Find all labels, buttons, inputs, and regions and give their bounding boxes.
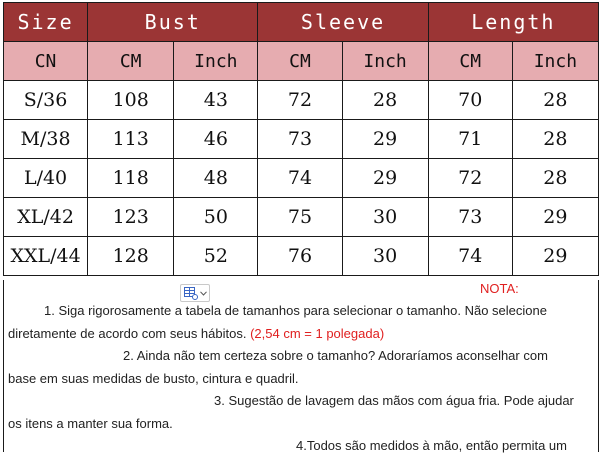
table-cell: 28 bbox=[342, 81, 428, 120]
note-paragraph-3 bbox=[8, 390, 592, 435]
table-cell: 29 bbox=[342, 159, 428, 198]
size-cell: L/40 bbox=[4, 159, 88, 198]
table-cell: 52 bbox=[174, 237, 258, 276]
note-text: diretamente de acordo com seus hábitos. bbox=[8, 325, 247, 341]
unit-header: CM bbox=[428, 42, 512, 81]
table-cell: 71 bbox=[428, 120, 512, 159]
table-row bbox=[4, 81, 599, 120]
table-cell: 28 bbox=[512, 81, 598, 120]
table-cell: 118 bbox=[88, 159, 174, 198]
size-cell: XL/42 bbox=[4, 198, 88, 237]
size-cell: XXL/44 bbox=[4, 237, 88, 276]
conversion-note: (2,54 cm = 1 polegada) bbox=[250, 325, 385, 341]
table-row bbox=[4, 159, 599, 198]
table-cell: 70 bbox=[428, 81, 512, 120]
bust-group-header: Bust bbox=[88, 3, 258, 42]
table-cell: 73 bbox=[428, 198, 512, 237]
unit-header: CM bbox=[88, 42, 174, 81]
note-paragraph-1 bbox=[8, 300, 592, 345]
unit-header: Inch bbox=[342, 42, 428, 81]
table-cell: 74 bbox=[428, 237, 512, 276]
unit-header: Inch bbox=[174, 42, 258, 81]
table-row bbox=[4, 237, 599, 276]
table-cell: 29 bbox=[512, 198, 598, 237]
note-line: base em suas medidas de busto, cintura e quadril. bbox=[8, 370, 299, 386]
table-cell: 29 bbox=[342, 120, 428, 159]
chevron-down-icon bbox=[200, 291, 207, 296]
table-embed-icon bbox=[184, 287, 198, 300]
table-row bbox=[4, 198, 599, 237]
table-cell: 72 bbox=[258, 81, 342, 120]
table-row bbox=[4, 120, 599, 159]
size-group-header: Size bbox=[4, 3, 88, 42]
notes-section bbox=[3, 280, 599, 452]
table-cell: 113 bbox=[88, 120, 174, 159]
table-cell: 74 bbox=[258, 159, 342, 198]
note-line: 4.Todos são medidos à mão, então permita um bbox=[296, 438, 567, 453]
note-paragraph-2 bbox=[8, 345, 592, 390]
table-cell: 28 bbox=[512, 159, 598, 198]
note-line: 3. Sugestão de lavagem das mãos com água fria. Pode ajudar bbox=[214, 393, 574, 408]
table-cell: 123 bbox=[88, 198, 174, 237]
table-cell: 128 bbox=[88, 237, 174, 276]
table-cell: 48 bbox=[174, 159, 258, 198]
unit-header-row bbox=[4, 42, 599, 81]
table-cell: 30 bbox=[342, 237, 428, 276]
size-cell: S/36 bbox=[4, 81, 88, 120]
table-cell: 29 bbox=[512, 237, 598, 276]
size-table bbox=[3, 2, 599, 276]
table-cell: 50 bbox=[174, 198, 258, 237]
sleeve-group-header: Sleeve bbox=[258, 3, 428, 42]
unit-header: CN bbox=[4, 42, 88, 81]
note-line: 2. Ainda não tem certeza sobre o tamanho? Adoraríamos aconselhar com bbox=[123, 348, 548, 363]
note-line bbox=[8, 323, 592, 346]
unit-header: Inch bbox=[512, 42, 598, 81]
nota-label: NOTA: bbox=[480, 281, 519, 296]
table-cell: 76 bbox=[258, 237, 342, 276]
table-cell: 43 bbox=[174, 81, 258, 120]
length-group-header: Length bbox=[428, 3, 598, 42]
table-cell: 30 bbox=[342, 198, 428, 237]
table-cell: 46 bbox=[174, 120, 258, 159]
table-cell: 73 bbox=[258, 120, 342, 159]
size-cell: M/38 bbox=[4, 120, 88, 159]
note-line: os itens a manter sua forma. bbox=[8, 415, 173, 431]
unit-header: CM bbox=[258, 42, 342, 81]
table-cell: 28 bbox=[512, 120, 598, 159]
table-cell: 108 bbox=[88, 81, 174, 120]
table-cell: 72 bbox=[428, 159, 512, 198]
table-cell: 75 bbox=[258, 198, 342, 237]
note-line: 1. Siga rigorosamente a tabela de tamanhos para selecionar o tamanho. Não selecione bbox=[44, 303, 547, 318]
group-header-row bbox=[4, 3, 599, 42]
note-paragraph-4 bbox=[8, 435, 592, 458]
